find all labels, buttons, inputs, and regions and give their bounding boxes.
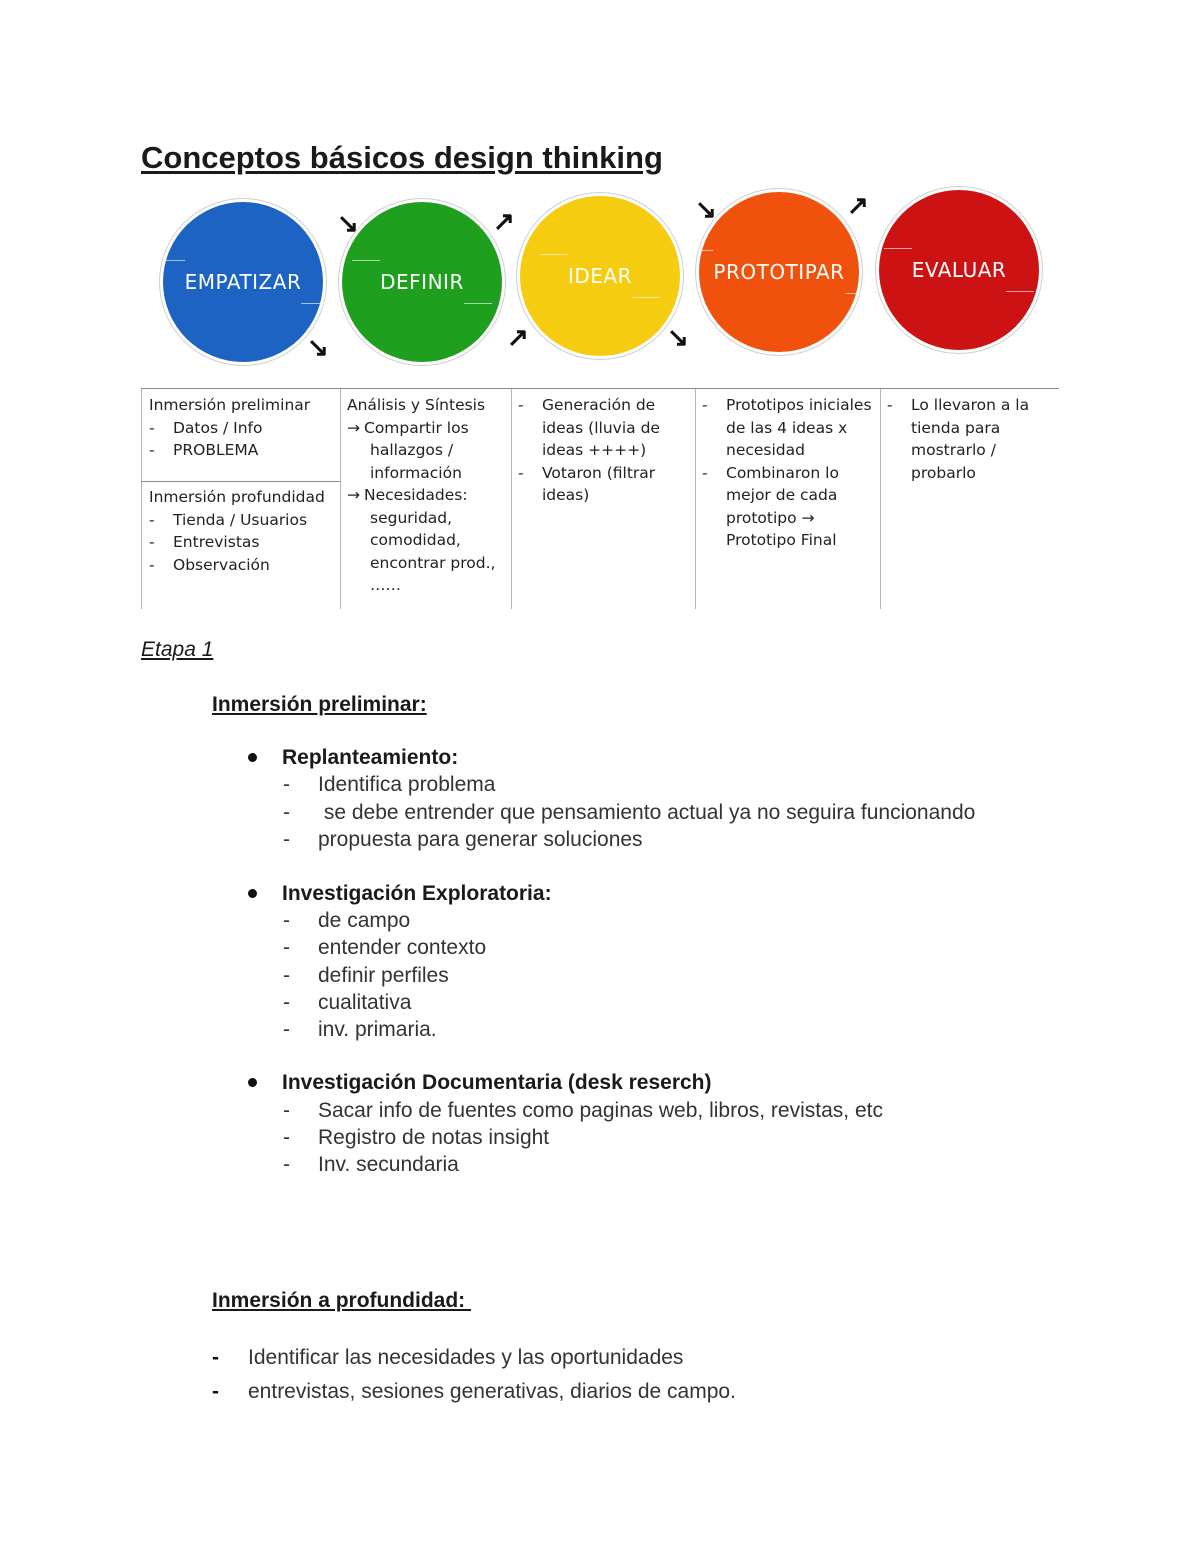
stage-evaluar-label: EVALUAR <box>902 252 1017 288</box>
arrow-down-right-icon: ↘ <box>307 332 329 362</box>
cell-line: Compartir los <box>364 418 469 437</box>
cell-line: Entrevistas <box>173 533 260 551</box>
list-item-text: inv. primaria. <box>318 1018 437 1041</box>
table-divider <box>340 389 341 609</box>
cell-line: de las 4 ideas x <box>726 418 848 437</box>
list-item-text: definir perfiles <box>318 964 449 987</box>
arrow-up-right-icon: ↗ <box>847 190 869 220</box>
cell-line: prototipo → <box>726 508 815 527</box>
dash: - <box>283 801 290 824</box>
dash: - <box>283 828 290 851</box>
cell-line: ideas ++++) <box>542 441 647 459</box>
list-item-text: Identificar las necesidades y las oportunidades <box>248 1346 684 1369</box>
bullet-icon <box>248 889 257 898</box>
dash: - <box>149 555 155 574</box>
cell-line: tienda para <box>911 418 1001 437</box>
stage-empatizar-circle <box>163 202 323 362</box>
list-item-text: Identifica problema <box>318 773 496 796</box>
arrow-down-right-icon: ↘ <box>667 322 689 352</box>
arrow-up-right-icon: ↗ <box>507 322 529 352</box>
dash: - <box>149 510 155 529</box>
dash: - <box>283 1126 290 1149</box>
cell-line: información <box>370 463 462 482</box>
cell-line: Votaron (filtrar <box>542 463 656 482</box>
cell-line: seguridad, <box>370 508 453 527</box>
bullet-title: Investigación Exploratoria: <box>282 882 552 905</box>
cell-line: mostrarlo / <box>911 441 996 459</box>
section-heading-preliminar: Inmersión preliminar: <box>212 693 427 716</box>
stage-idear-circle <box>520 196 680 356</box>
stage-idear-label: IDEAR <box>558 258 642 294</box>
bullet-icon <box>248 1078 257 1087</box>
section-heading-profundidad: Inmersión a profundidad: <box>212 1289 472 1312</box>
arrow-down-right-icon: ↘ <box>695 194 717 224</box>
dash: - <box>518 396 524 414</box>
dash: - <box>212 1380 219 1403</box>
bullet-heading <box>248 882 552 906</box>
stage-prototipar-circle <box>699 192 859 352</box>
cell-line: Lo llevaron a la <box>911 396 1030 414</box>
cell-line: Observación <box>173 555 270 574</box>
bullet-title: Replanteamiento: <box>282 746 459 769</box>
dash: - <box>283 936 290 959</box>
dash: - <box>518 463 524 482</box>
dash: - <box>702 463 708 482</box>
list-item-text: entender contexto <box>318 936 487 959</box>
cell-line: necesidad <box>726 441 805 459</box>
dash: - <box>283 1153 290 1176</box>
list-item-text: cualitativa <box>318 991 412 1014</box>
bullet-icon <box>248 753 257 762</box>
cell-line: …… <box>370 576 401 594</box>
stage-evaluar-circle <box>879 190 1039 350</box>
cell-line: Prototipos iniciales <box>726 396 872 414</box>
cell-empatizar-profundidad <box>149 486 325 576</box>
table-divider <box>695 389 696 609</box>
cell-line: PROBLEMA <box>173 441 259 459</box>
dash: - <box>702 396 708 414</box>
cell-line: Datos / Info <box>173 418 263 437</box>
list-item-text: Registro de notas insight <box>318 1126 550 1149</box>
arrow-right-icon: → <box>347 418 360 437</box>
list-item-text: entrevistas, sesiones generativas, diarios de campo. <box>248 1380 736 1403</box>
list-item-text: Sacar info de fuentes como paginas web, libros, revistas, etc <box>318 1099 883 1122</box>
cell-idear <box>518 394 660 507</box>
dash: - <box>149 418 155 437</box>
stage-definir-circle <box>342 202 502 362</box>
design-thinking-diagram <box>141 182 1059 382</box>
cell-line: ideas) <box>542 486 590 504</box>
dash: - <box>283 909 290 932</box>
cell-heading: Inmersión preliminar <box>149 396 311 414</box>
dash: - <box>283 1099 290 1122</box>
cell-line: comodidad, <box>370 531 461 549</box>
cell-line: Prototipo Final <box>726 531 837 549</box>
cell-line: probarlo <box>911 463 976 482</box>
arrow-down-right-icon: ↘ <box>337 208 359 238</box>
dash: - <box>283 1018 290 1041</box>
cell-prototipar <box>702 394 872 552</box>
cell-line: mejor de cada <box>726 486 838 504</box>
page-title: Conceptos básicos design thinking <box>141 140 663 175</box>
bullet-title: Investigación Documentaria (desk reserch) <box>282 1071 712 1094</box>
cell-line: ideas (lluvia de <box>542 418 660 437</box>
cell-definir <box>347 394 495 597</box>
dash: - <box>283 991 290 1014</box>
stage-table <box>141 388 1059 609</box>
table-divider <box>141 481 340 482</box>
dash: - <box>887 396 893 414</box>
cell-heading: Inmersión profundidad <box>149 488 325 506</box>
cell-line: Tienda / Usuarios <box>173 510 308 529</box>
list-item-text: se debe entrender que pensamiento actual ya no seguira funcionando <box>318 801 976 824</box>
cell-line: encontrar prod., <box>370 553 496 572</box>
cell-evaluar <box>887 394 1029 484</box>
dash: - <box>283 773 290 796</box>
arrow-up-right-icon: ↗ <box>493 206 515 236</box>
list-item-text: Inv. secundaria <box>318 1153 459 1176</box>
stage-definir-label: DEFINIR <box>370 264 474 300</box>
cell-line: Generación de <box>542 396 656 414</box>
dash: - <box>283 964 290 987</box>
cell-line: hallazgos / <box>370 441 454 459</box>
cell-line: Combinaron lo <box>726 463 839 482</box>
dash: - <box>212 1346 219 1369</box>
table-divider <box>511 389 512 609</box>
cell-heading: Análisis y Síntesis <box>347 396 486 414</box>
bullet-heading <box>248 746 458 770</box>
stage-empatizar-label: EMPATIZAR <box>175 264 312 300</box>
cell-line: Necesidades: <box>364 486 468 504</box>
dash: - <box>149 441 155 459</box>
arrow-right-icon: → <box>347 486 360 504</box>
stage-prototipar-label: PROTOTIPAR <box>703 254 854 290</box>
bullet-heading <box>248 1071 712 1095</box>
list-item-text: de campo <box>318 909 411 932</box>
stage-label: Etapa 1 <box>141 638 214 661</box>
table-divider <box>141 389 142 609</box>
table-divider <box>880 389 881 609</box>
list-item-text: propuesta para generar soluciones <box>318 828 643 851</box>
cell-empatizar-preliminar <box>149 394 310 462</box>
dash: - <box>149 533 155 551</box>
